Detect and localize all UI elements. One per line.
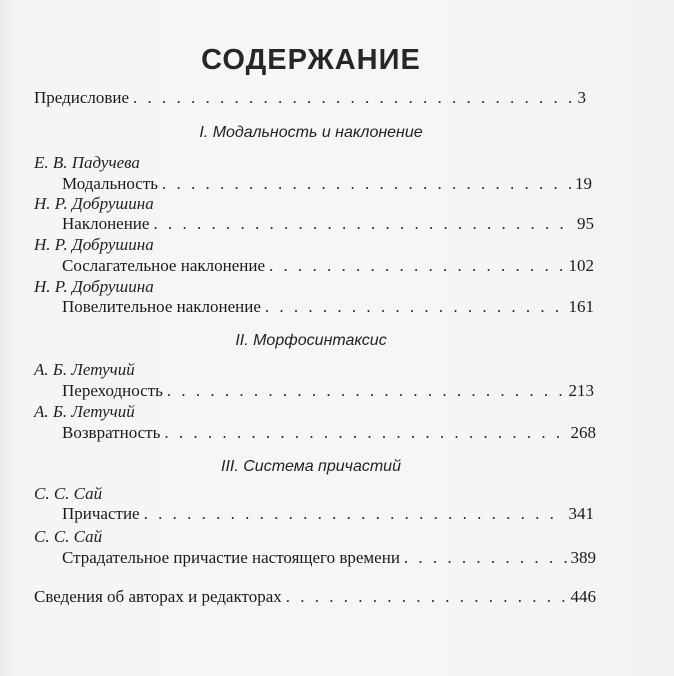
toc-entry-modality[interactable] bbox=[62, 174, 592, 194]
toc-author: Н. Р. Добрушина bbox=[34, 194, 154, 213]
toc-entry-participle[interactable] bbox=[62, 504, 594, 524]
section-heading-3: III. Система причастий bbox=[221, 458, 401, 475]
dot-leader bbox=[286, 587, 567, 607]
toc-entry-label: Переходность bbox=[62, 381, 163, 400]
section-heading-1: I. Модальность и наклонение bbox=[199, 124, 423, 141]
dot-leader bbox=[269, 256, 565, 276]
page-title: СОДЕРЖАНИЕ bbox=[201, 44, 421, 76]
toc-entry-passive-participle[interactable] bbox=[62, 548, 596, 568]
toc-page-number: 446 bbox=[570, 587, 596, 606]
dot-leader bbox=[162, 174, 571, 194]
toc-entry-label: Наклонение bbox=[62, 214, 150, 233]
toc-author: А. Б. Летучий bbox=[34, 360, 135, 379]
section-heading-2: II. Морфосинтаксис bbox=[235, 332, 387, 349]
toc-entry-label: Повелительное наклонение bbox=[62, 297, 261, 316]
toc-author: Н. Р. Добрушина bbox=[34, 235, 154, 254]
toc-page-number: 3 bbox=[577, 88, 586, 107]
toc-author: А. Б. Летучий bbox=[34, 402, 135, 421]
dot-leader bbox=[153, 214, 573, 234]
toc-entry-label: Модальность bbox=[62, 174, 159, 193]
toc-entry-mood[interactable] bbox=[62, 214, 594, 234]
toc-page-number: 268 bbox=[570, 423, 596, 442]
toc-author: Е. В. Падучева bbox=[34, 153, 140, 172]
toc-entry-label: Возвратность bbox=[62, 423, 161, 442]
toc-page-number: 102 bbox=[568, 256, 594, 275]
toc-page-number: 161 bbox=[568, 297, 594, 316]
toc-page-number: 19 bbox=[575, 174, 592, 193]
toc-entry-label: Предисловие bbox=[34, 88, 130, 107]
toc-page-number: 95 bbox=[577, 214, 594, 233]
dot-leader bbox=[265, 297, 565, 317]
toc-entry-preface[interactable] bbox=[34, 88, 586, 108]
toc-entry-label: Страдательное причастие настоящего времени bbox=[62, 548, 400, 567]
toc-author: С. С. Сай bbox=[34, 484, 103, 503]
toc-entry-subjunctive[interactable] bbox=[62, 256, 594, 276]
toc-entry-label: Сведения об авторах и редакторах bbox=[34, 587, 282, 606]
toc-page-number: 341 bbox=[568, 504, 594, 523]
toc-entry-transitivity[interactable] bbox=[62, 381, 594, 401]
dot-leader bbox=[164, 423, 566, 443]
dot-leader bbox=[133, 88, 573, 108]
toc-author: С. С. Сай bbox=[34, 527, 103, 546]
toc-entry-imperative[interactable] bbox=[62, 297, 594, 317]
dot-leader bbox=[144, 504, 565, 524]
toc-entry-reflexivity[interactable] bbox=[62, 423, 596, 443]
toc-entry-label: Причастие bbox=[62, 504, 140, 523]
toc-entry-label: Сослагательное наклонение bbox=[62, 256, 265, 275]
toc-page-number: 213 bbox=[568, 381, 594, 400]
toc-page-number: 389 bbox=[570, 548, 596, 567]
dot-leader bbox=[404, 548, 567, 568]
toc-author: Н. Р. Добрушина bbox=[34, 277, 154, 296]
toc-entry-authors-info[interactable] bbox=[34, 587, 596, 607]
dot-leader bbox=[167, 381, 565, 401]
